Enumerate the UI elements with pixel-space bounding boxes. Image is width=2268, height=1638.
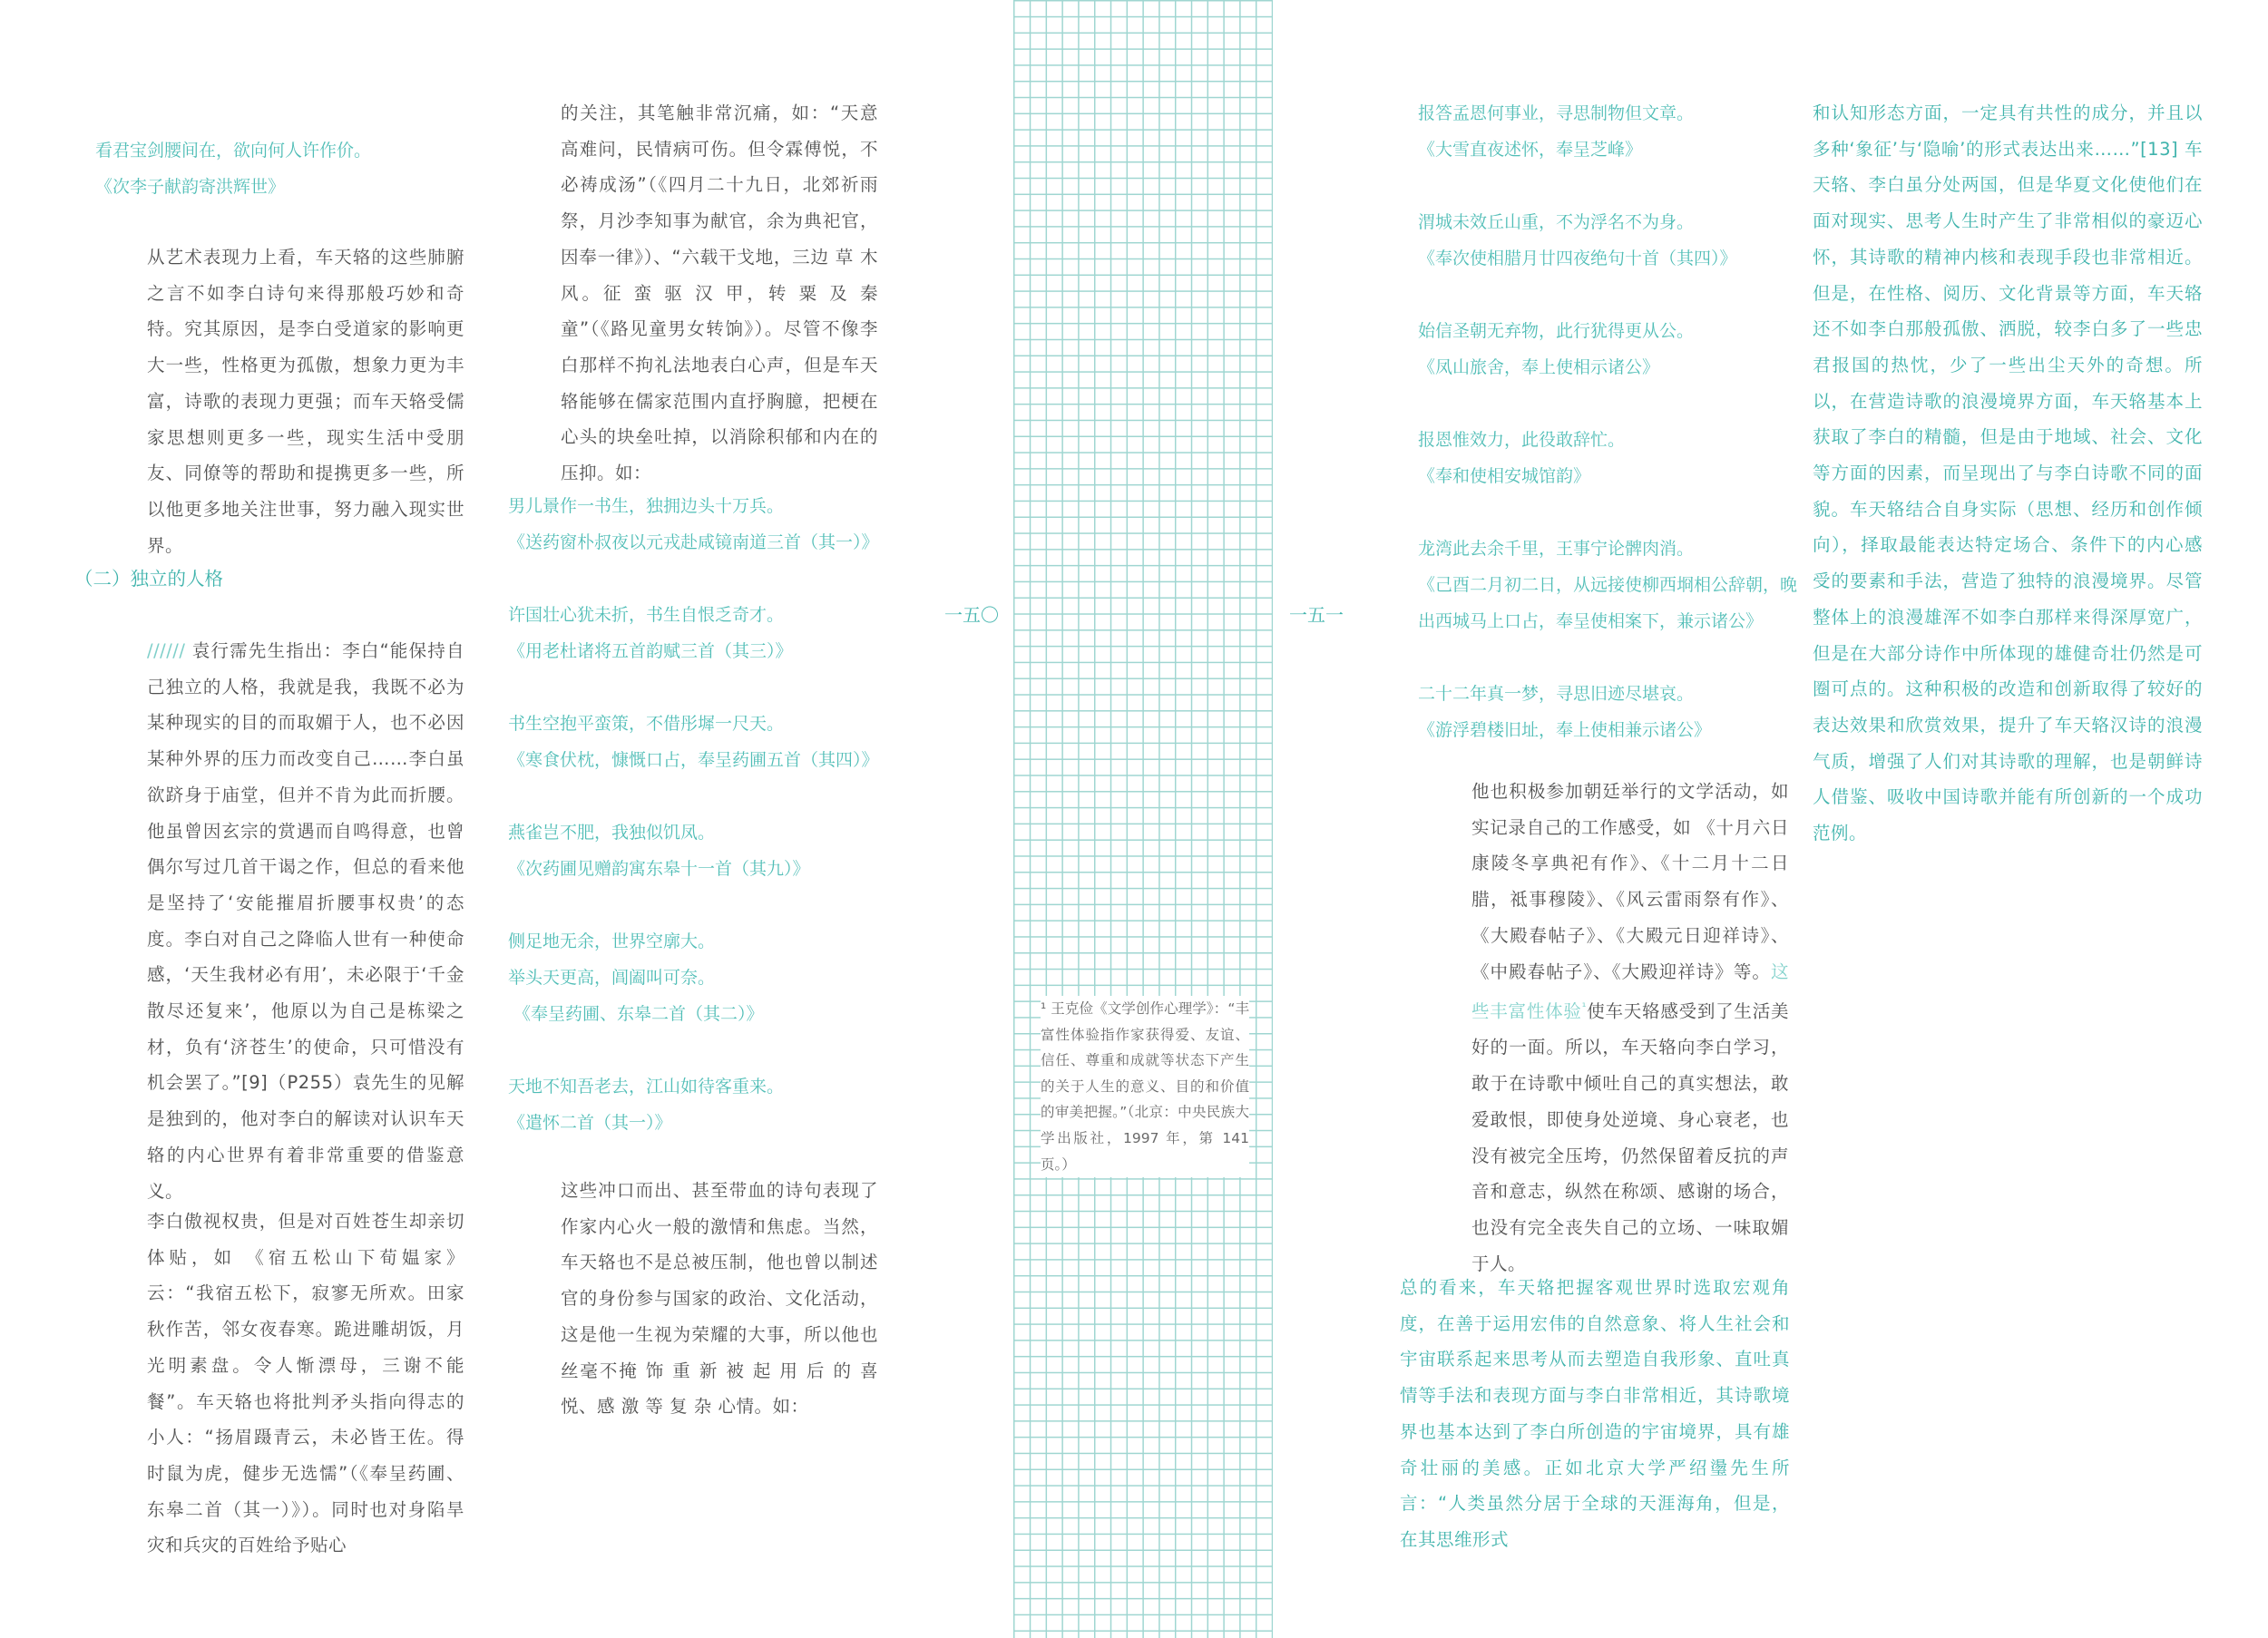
poem-line: 龙湾此去余千里，王事宁论髀肉消。: [1418, 539, 1695, 559]
poem-line: 看君宝剑腰间在，欲向何人许作价。: [95, 141, 372, 161]
poem-source: 《奉和使相安城馆韵》: [1418, 466, 1591, 486]
col1-paragraph-2-text: 袁行霈先生指出：李白“能保持自己独立的人格，我就是我，我既不必为某种现实的目的而取媚于人，也不必因某种外界的压力而改变自己……李白虽欲跻身于庙堂，但并不肯为此而折腰。他虽曾因玄宗的赏遇而自鸣得意，也曾偶尔写过几首干谒之作，但总的看来他是坚持了‘安能摧眉折腰事权贵’的态度。李白对自己之降临人世有一种使命感，‘天生我材必有用’，未必限于‘千金散尽还复来’，他原以为自己是栋梁之材，负有‘济苍生’的使命，只可惜没有机会罢了。”[9]（P255）袁先生的见解是独到的，他对李白的解读对认识车天辂的内心世界有着非常重要的借鉴意义。: [147, 640, 464, 1202]
highlighted-phrase: 这些丰富性体验: [1471, 960, 1789, 1022]
poem-source: 《游浮碧楼旧址，奉上使相兼示诸公》: [1418, 720, 1712, 740]
col2-paragraph-2: 这些冲口而出、甚至带血的诗句表现了作家内心火一般的激情和焦虑。当然，车天辂也不是总被压制，他也曾以制述官的身份参与国家的政治、文化活动，这是他一生视为荣耀的大事，所以他也丝毫不掩 饰 重 新 被 起 用 后 的 喜 悦、感 激 等 复 杂 心情。如：: [561, 1180, 878, 1418]
col1-poem: [95, 132, 476, 205]
poem-line: 报答孟恩何事业，寻思制物但文章。: [1418, 103, 1695, 123]
col2-paragraph-1: 的关注，其笔触非常沉痛，如：“天意高难问，民情病可伤。但令霖傅悦，不必祷成汤”（《四月二十九日，北郊祈雨祭，月沙李知事为献官，余为典祀官，因奉一律》）、“六载干戈地，三边 草 木 风。征 蛮 驱 汉 甲，转 粟 及 秦 童”（《路见童男女转饷》）。尽管不像李白那样不拘礼法地表白心声，但是车天辂能够在儒家范围内直抒胸臆，把梗在心头的块垒吐掉，以消除积郁和内在的压抑。如：: [561, 102, 878, 484]
col3-poems: [1418, 95, 1799, 748]
grid-paper-strip: [1013, 0, 1273, 1638]
col2-poems: [508, 488, 943, 1141]
page-number-right: 一五一: [1289, 604, 1344, 626]
col1-paragraph-2: [147, 633, 464, 1209]
slash-marker: //////: [147, 640, 186, 661]
section-heading: （二）独立的人格: [74, 568, 223, 590]
poem-source: 《己酉二月初二日，从远接使柳西埛相公辞朝，晚出西城马上口占，奉呈使相案下，兼示诸公》: [1418, 575, 1798, 631]
poem-line: 报恩惟效力，此役敢辞忙。: [1418, 430, 1626, 450]
poem-source: 《寒食伏枕，慷慨口占，奉呈药圃五首（其四）》: [508, 750, 879, 770]
poem-source: 《次李子献韵寄洪辉世》: [95, 177, 286, 197]
footnote-text: 王克俭《文学创作心理学》：“丰富性体验指作家获得爱、友谊、信任、尊重和成就等状态下产生的关于人生的意义、目的和价值的审美把握。”（北京：中央民族大学出版社，1997 年，第 141 页。）: [1041, 1000, 1249, 1173]
poem-line: 男儿㬌作一书生，独拥边头十万兵。: [508, 496, 785, 516]
poem-line: 侧足地无余，世界空廓大。: [508, 931, 716, 951]
poem-source: 《遣怀二首（其一）》: [508, 1113, 672, 1133]
poem-line: 燕雀岂不肥，我独似饥凤。: [508, 823, 716, 843]
poem-line: 举头天更高，阊阖叫可奈。: [508, 968, 716, 988]
col3-paragraph-1-text-a: 他也积极参加朝廷举行的文学活动，如实记录自己的工作感受，如 《十月六日康陵冬享典祀有作》、《十二月十二日腊，祗事穆陵》、《风云雷雨祭有作》、《大殿春帖子》、《大殿元日迎祥诗》、《中殿春帖子》、《大殿迎祥诗》等。: [1471, 781, 1789, 982]
col1-paragraph-3: 李白傲视权贵，但是对百姓苍生却亲切体贴，如 《宿五松山下荀媪家》云：“我宿五松下，寂寥无所欢。田家秋作苦，邻女夜春寒。跪进雕胡饭，月光明素盘。令人惭漂母，三谢不能餐”。车天辂也将批判矛头指向得志的小人：“扬眉蹑青云，未必皆王佐。得时鼠为虎，健步无选懦”（《奉呈药圃、东皋二首（其一）》）。同时也对身陷旱灾和兵灾的百姓给予贴心: [147, 1211, 464, 1556]
poem-source: 《送药窗朴叔夜以元戎赴咸镜南道三首（其一）》: [508, 532, 879, 552]
col3-paragraph-1-text-b: 使车天辂感受到了生活美好的一面。所以，车天辂向李白学习，敢于在诗歌中倾吐自己的真实想法，敢爱敢恨，即使身处逆境、身心衰老，也没有被完全压垮，仍然保留着反抗的声音和意志，纵然在称颂、感谢的场合，也没有完全丧失自己的立场、一味取媚于人。: [1471, 1000, 1789, 1274]
poem-source: 《用老杜诸将五首韵赋三首（其三）》: [508, 641, 793, 661]
poem-line: 书生空抱平蛮策，不借彤墀一尺天。: [508, 714, 785, 734]
poem-line: 二十二年真一梦，寻思旧迹尽堪哀。: [1418, 684, 1695, 704]
poem-source: 《奉次使相腊月廿四夜绝句十首（其四）》: [1418, 249, 1737, 268]
poem-line: 天地不知吾老去，江山如待客重来。: [508, 1077, 785, 1097]
poem-source: 《大雪直夜述怀，奉呈芝峰》: [1418, 140, 1643, 160]
col3-paragraph-1: [1471, 774, 1789, 1282]
poem-source: 《奉呈药圃、东皋二首（其二）》: [513, 1004, 764, 1024]
poem-source: 《次药圃见赠韵寓东皋十一首（其九）》: [508, 859, 810, 879]
footnote-marker: ¹: [1041, 1000, 1047, 1017]
poem-line: 始信圣朝无弃物，此行犹得更从公。: [1418, 321, 1695, 341]
footnote-ref: ¹: [1581, 1000, 1587, 1014]
page-number-left: 一五〇: [944, 604, 999, 626]
poem-line: 许国壮心犹未折，书生自恨乏奇才。: [508, 605, 785, 625]
col4-paragraph-1: 和认知形态方面，一定具有共性的成分，并且以多种‘象征’与‘隐喻’的形式表达出来……”[13] 车天辂、李白虽分处两国，但是华夏文化使他们在面对现实、思考人生时产生了非常相似的豪迈心怀，其诗歌的精神内核和表现手段也非常相近。但是，在性格、阅历、文化背景等方面，车天辂还不如李白那般孤傲、洒脱，较李白多了一些忠君报国的热忱，少了一些出尘天外的奇想。所以，在营造诗歌的浪漫境界方面，车天辂基本上获取了李白的精髓，但是由于地域、社会、文化等方面的因素，而呈现出了与李白诗歌不同的面貌。车天辂结合自身实际（思想、经历和创作倾向），择取最能表达特定场合、条件下的内心感受的要素和手法，营造了独特的浪漫境界。尽管整体上的浪漫雄浑不如李白那样来得深厚宽广，但是在大部分诗作中所体现的雄健奇壮仍然是可圈可点的。这种积极的改造和创新取得了较好的表达效果和欣赏效果，提升了车天辂汉诗的浪漫气质，增强了人们对其诗歌的理解，也是朝鲜诗人借鉴、吸收中国诗歌并能有所创新的一个成功范例。: [1813, 102, 2203, 844]
col1-paragraph-1: 从艺术表现力上看，车天辂的这些肺腑之言不如李白诗句来得那般巧妙和奇特。究其原因，是李白受道家的影响更大一些，性格更为孤傲，想象力更为丰富，诗歌的表现力更强；而车天辂受儒家思想则更多一些，现实生活中受朋友、同僚等的帮助和提携更多一些，所以他更多地关注世事，努力融入现实世界。: [147, 247, 464, 556]
poem-source: 《凤山旅舍，奉上使相示诸公》: [1418, 357, 1660, 377]
poem-line: 渭城未效丘山重，不为浮名不为身。: [1418, 212, 1695, 232]
col3-paragraph-2: 总的看来，车天辂把握客观世界时选取宏观角度，在善于运用宏伟的自然意象、将人生社会和宇宙联系起来思考从而去塑造自我形象、直吐真情等手法和表现方面与李白非常相近，其诗歌境界也基本达到了李白所创造的宇宙境界，具有雄奇壮丽的美感。正如北京大学严绍璗先生所言：“人类虽然分居于全球的天涯海角，但是，在其思维形式: [1400, 1277, 1790, 1550]
footnote: [1041, 996, 1249, 1177]
